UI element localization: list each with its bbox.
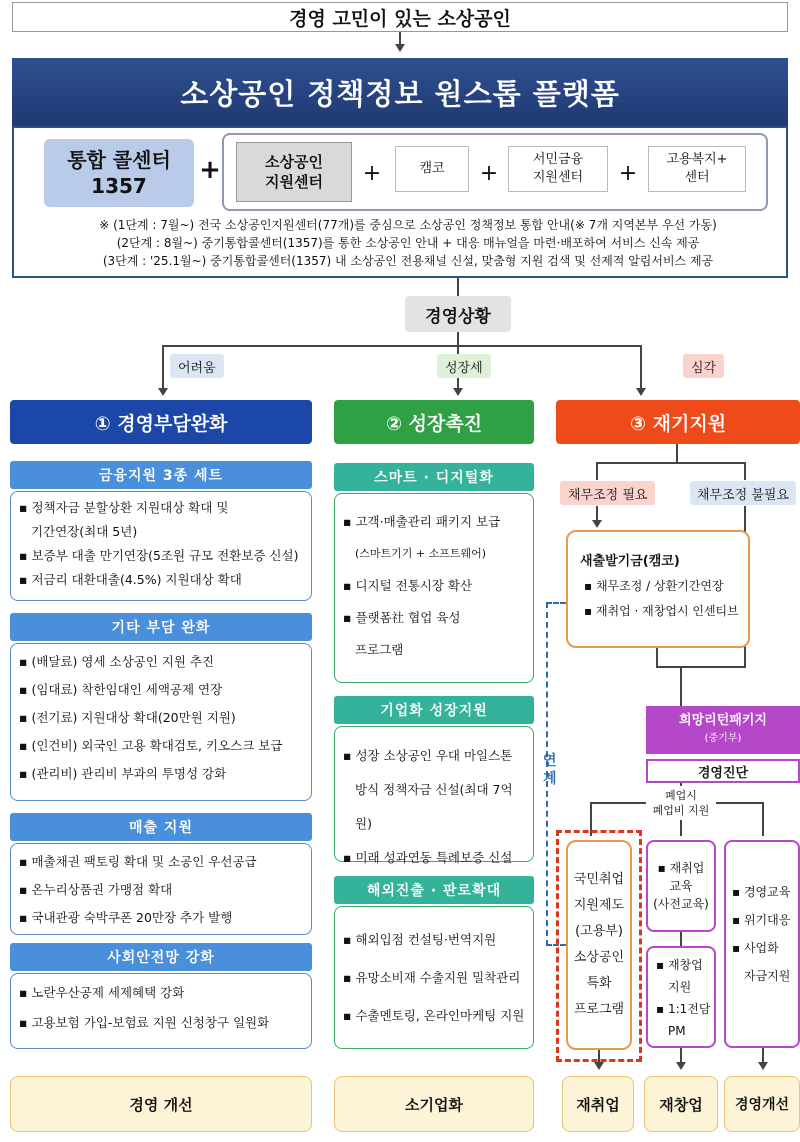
list-item: ▪ 성장 소상공인 우대 마일스톤 [343, 739, 525, 773]
outcome-management-improvement: 경영 개선 [10, 1076, 312, 1132]
reemployment-education [646, 840, 716, 932]
national-employment-program [566, 840, 632, 1050]
job-program-line: 프로그램 [573, 1002, 625, 1017]
microfinance-line2: 지원센터 [532, 170, 584, 185]
employment-line1: 고용복지+ [666, 152, 728, 167]
stage-note-3: (3단계 : '25.1월~) 중기통합콜센터(1357) 내 소상공인 전용채널 신설, 맞춤형 지원 검색 및 선제적 알림서비스 제공 [102, 254, 714, 268]
business-diagnosis: 경영진단 [646, 759, 800, 783]
platform-title: 소상공인 정책정보 원스톱 플랫폼 [12, 58, 788, 126]
target-audience-box: 경영 고민이 있는 소상공인 [12, 2, 788, 32]
other-relief-list [10, 643, 312, 801]
employment-line2: 센터 [684, 170, 710, 185]
outcome-reemployment: 재취업 [562, 1076, 634, 1132]
list-item: ▪ (관리비) 관리비 부과의 투명성 강화 [19, 760, 303, 788]
list-item: ▪ 재취업 · 재창업시 인센티브 [568, 594, 748, 619]
kamco-box [395, 146, 469, 192]
smb-support-center [236, 142, 352, 202]
reemploy-line: ▪ 재취업 [658, 859, 705, 877]
section-sales-support: 매출 지원 [10, 813, 312, 841]
list-item: ▪ 노란우산공제 세제혜택 강화 [19, 978, 303, 1008]
restart-line: ▪ 1:1전담 [656, 998, 714, 1020]
job-program-line: (고용부) [575, 924, 623, 939]
list-item: 프로그램 [355, 642, 404, 657]
job-program-line: 특화 [586, 976, 612, 991]
employment-welfare-center-box [648, 146, 746, 192]
debt-adjustment-needed: 채무조정 필요 [560, 481, 655, 505]
list-item: ▪ 고객·매출관리 패키지 보급 [343, 506, 525, 538]
list-item: ▪ 정책자금 분할상환 지원대상 확대 및 [19, 496, 303, 520]
list-item: ▪ (배달료) 영세 소상공인 지원 추진 [19, 648, 303, 676]
job-program-line: 국민취업 [573, 872, 625, 887]
closure-line1: 폐업시 [665, 789, 697, 802]
hope-return-package [646, 706, 800, 754]
microfinance-line1: 서민금융 [532, 152, 584, 167]
plus-sign: + [199, 155, 221, 185]
list-item: ▪ 미래 성과연동 특례보증 신설 [343, 841, 525, 875]
reemploy-line: 교육 [669, 879, 693, 893]
new-start-fund-title: 새출발기금(캠코) [580, 554, 680, 569]
list-item: ▪ 채무조정 / 상환기간연장 [568, 569, 748, 594]
list-item: ▪ 고용보험 가입-보험료 지원 신청창구 일원화 [19, 1008, 303, 1038]
section-enterprise-growth: 기업화 성장지원 [334, 696, 534, 724]
list-item: ▪ 보증부 대출 만기연장(5조원 규모 전환보증 신설) [19, 544, 303, 568]
list-item: ▪ 유망소비재 수출지원 밀착관리 [343, 959, 525, 997]
list-item: ▪ 해외입점 컨설팅·번역지원 [343, 921, 525, 959]
list-item: ▪ 국내관광 숙박쿠폰 20만장 추가 발행 [19, 904, 303, 932]
mgmt-line: 자금지원 [744, 969, 791, 983]
hope-title: 희망리턴패키지 [679, 713, 767, 728]
link-label: 연계 [543, 753, 557, 787]
callcenter-label: 통합 콜센터 [67, 148, 171, 172]
column-header-burden-relief: ① 경영부담완화 [10, 400, 312, 444]
column-header-growth: ② 성장촉진 [334, 400, 534, 444]
callcenter-number: 1357 [91, 174, 147, 198]
condition-difficult: 어려움 [170, 354, 224, 378]
mgmt-line: ▪ 위기대응 [732, 906, 798, 934]
outcome-small-enterprise: 소기업화 [334, 1076, 534, 1132]
integrated-callcenter [44, 139, 194, 207]
list-item: 기간연장(최대 5년) [31, 524, 138, 539]
list-item: ▪ 플랫폼社 협업 육성 [343, 602, 525, 634]
smb-center-line2: 지원센터 [265, 173, 323, 191]
plus-sign: + [362, 160, 382, 186]
mgmt-line: ▪ 경영교육 [732, 878, 798, 906]
section-smart-digital: 스마트 · 디지털화 [334, 463, 534, 491]
closure-line2: 폐업비 지원 [652, 804, 710, 817]
overseas-expansion-list [334, 906, 534, 1049]
list-item: ▪ 저금리 대환대출(4.5%) 지원대상 확대 [19, 568, 303, 592]
finance-support-list [10, 491, 312, 601]
hope-sub: (중기부) [704, 733, 742, 744]
condition-growth: 성장세 [437, 354, 491, 378]
debt-adjustment-not-needed: 채무조정 불필요 [690, 481, 796, 505]
microfinance-center-box [508, 146, 608, 192]
restart-line: ▪ 재창업 [656, 954, 714, 976]
closure-support-label [646, 786, 716, 820]
restart-line: 지원 [668, 980, 692, 994]
plus-sign: + [618, 160, 638, 186]
stage-note-2: (2단계 : 8월~) 중기통합콜센터(1357)를 통한 소상공인 안내 + 대응 매뉴얼을 마련·배포하여 서비스 신속 제공 [116, 236, 700, 250]
list-item: ▪ 디지털 전통시장 확산 [343, 570, 525, 602]
reemploy-line: (사전교육) [653, 897, 709, 911]
outcome-business-improvement: 경영개선 [724, 1076, 800, 1132]
plus-sign: + [479, 160, 499, 186]
smb-center-line1: 소상공인 [265, 153, 323, 171]
condition-severe: 심각 [683, 354, 724, 378]
list-item: ▪ (인건비) 외국인 고용 확대검토, 키오스크 보급 [19, 732, 303, 760]
list-item: ▪ (임대료) 착한임대인 세액공제 연장 [19, 676, 303, 704]
section-other-relief: 기타 부담 완화 [10, 613, 312, 641]
kamco-label: 캠코 [419, 161, 445, 176]
list-item: (스마트기기 + 소프트웨어) [355, 547, 487, 560]
section-finance-support: 금융지원 3종 세트 [10, 461, 312, 489]
list-item: ▪ 수출멘토링, 온라인마케팅 지원 [343, 997, 525, 1035]
sales-support-list [10, 843, 312, 935]
mgmt-line: ▪ 사업화 [732, 934, 798, 962]
restart-line: PM [668, 1024, 686, 1038]
smart-digital-list [334, 493, 534, 683]
column-header-recovery: ③ 재기지원 [556, 400, 800, 444]
enterprise-growth-list [334, 726, 534, 865]
list-item: ▪ (전기료) 지원대상 확대(20만원 지원) [19, 704, 303, 732]
outcome-restart: 재창업 [644, 1076, 718, 1132]
job-program-line: 지원제도 [573, 898, 625, 913]
section-social-safety: 사회안전망 강화 [10, 943, 312, 971]
restart-support [646, 946, 716, 1048]
management-education [724, 840, 800, 1048]
stage-note-1: ※ (1단계 : 7월~) 전국 소상공인지원센터(77개)를 중심으로 소상공인 정책정보 통합 안내(※ 7개 지역본부 우선 가동) [99, 218, 717, 232]
social-safety-list [10, 973, 312, 1049]
job-program-line: 소상공인 [573, 950, 625, 965]
list-item: ▪ 온누리상품권 가맹점 확대 [19, 876, 303, 904]
business-status-box: 경영상황 [405, 296, 511, 332]
list-item: 방식 정책자금 신설(최대 7억원) [355, 782, 513, 831]
section-overseas-expansion: 해외진출 · 판로확대 [334, 876, 534, 904]
new-start-fund-box [566, 530, 750, 648]
list-item: ▪ 매출채권 팩토링 확대 및 소공인 우선공급 [19, 848, 303, 876]
